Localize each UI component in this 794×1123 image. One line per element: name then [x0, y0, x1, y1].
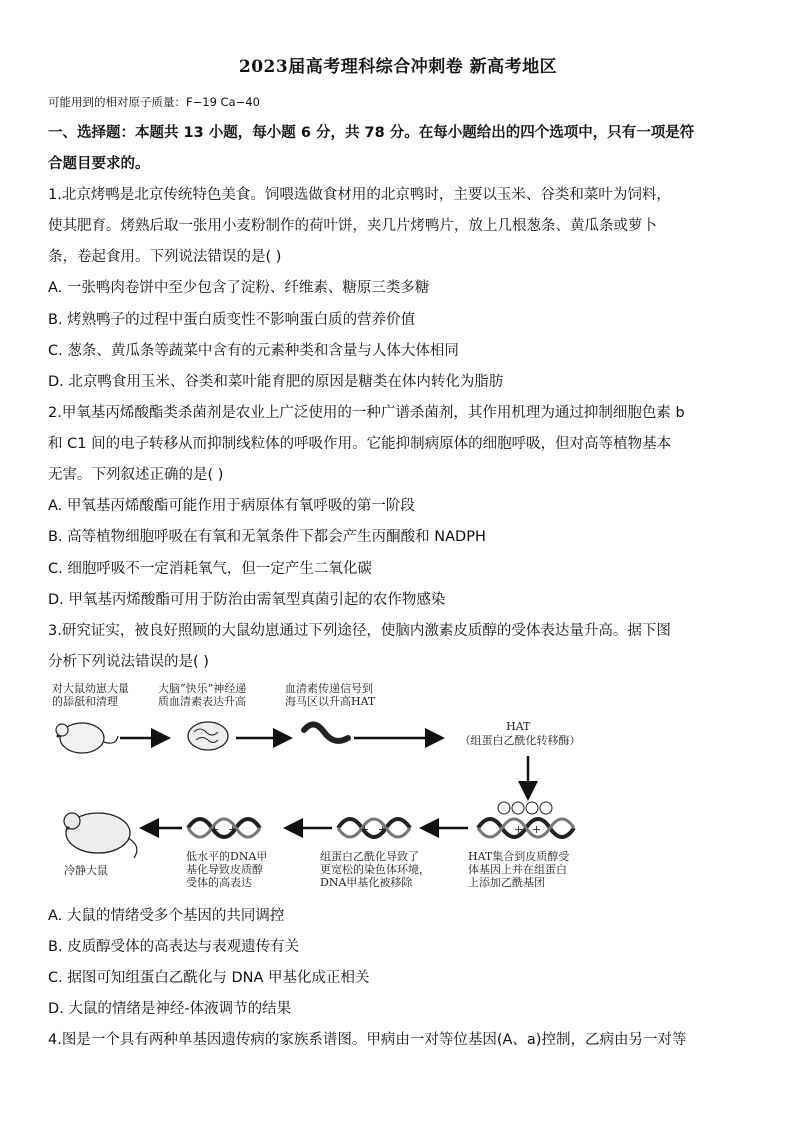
q2-stem-line: 和 C1 间的电子转移从而抑制线粒体的呼吸作用。它能抑制病原体的细胞呼吸，但对高等植物基本	[48, 436, 672, 452]
fig-label-hat: HAT （组蛋白乙酰化转移酶）	[459, 720, 581, 747]
q3-figure	[48, 678, 748, 898]
plus-marker: +	[378, 823, 388, 836]
dna-acetylation-icon	[478, 802, 574, 837]
q3-option-b: B. 皮质醇受体的高表达与表观遗传有关	[48, 939, 300, 955]
fig-label-acetylation: 组蛋白乙酰化导致了 更宽松的染色体环境， DNA甲基化被移除	[320, 850, 430, 889]
dna-loose-icon	[338, 819, 410, 837]
q1-option-c: C. 葱条、黄瓜条等蔬菜中含有的元素种类和含量与人体大体相同	[48, 343, 459, 359]
q1-option-b: B. 烤熟鸭子的过程中蛋白质变性不影响蛋白质的营养价值	[48, 312, 416, 328]
fig-label-serotonin: 大脑“快乐”神经递 质血清素表达升高	[158, 682, 247, 708]
plus-marker: +	[514, 823, 524, 836]
plus-marker: +	[360, 823, 370, 836]
brain-icon	[188, 722, 228, 750]
calm-rat-label: 冷静大鼠	[64, 864, 108, 877]
q2-stem-line: 2.甲氧基丙烯酸酯类杀菌剂是农业上广泛使用的一种广谱杀菌剂，其作用机理为通过抑制细胞色素 b	[48, 405, 685, 421]
q3-stem-line: 3.研究证实，被良好照顾的大鼠幼崽通过下列途径，使脑内激素皮质醇的受体表达量升高。据下图	[48, 623, 671, 639]
calm-rat-icon	[64, 813, 137, 858]
dna-low-methylation-icon	[188, 819, 260, 837]
plus-marker: +	[228, 823, 238, 836]
q2-stem-line: 无害。下列叙述正确的是( )	[48, 467, 224, 483]
q1-stem-line: 使其肥育。烤熟后取一张用小麦粉制作的荷叶饼，夹几片烤鸭片，放上几根葱条、黄瓜条或萝卜	[48, 218, 657, 234]
q2-option-d: D. 甲氧基丙烯酸酯可用于防治由需氧型真菌引起的农作物感染	[48, 592, 446, 608]
section-heading-line1: 一、选择题：本题共 13 小题，每小题 6 分，共 78 分。在每小题给出的四个选项中，只有一项是符	[48, 125, 695, 141]
fig-label-low-methylation: 低水平的DNA甲 基化导致皮质醇 受体的高表达	[186, 850, 268, 889]
atomic-mass-note: 可能用到的相对原子质量：F−19 Ca−40	[48, 95, 260, 109]
q1-stem-line: 1.北京烤鸭是北京传统特色美食。饲喂选做食材用的北京鸭时，主要以玉米、谷类和菜叶为饲料，	[48, 187, 671, 203]
page-title: 2023届高考理科综合冲刺卷 新高考地区	[238, 57, 558, 77]
q1-option-a: A. 一张鸭肉卷饼中至少包含了淀粉、纤维素、糖原三类多糖	[48, 280, 430, 296]
q3-option-c: C. 据图可知组蛋白乙酰化与 DNA 甲基化成正相关	[48, 970, 370, 986]
fig-label-hat-binding: HAT集合到皮质醇受 体基因上并在组蛋白 上添加乙酰基团	[468, 850, 570, 889]
q1-option-d: D. 北京鸭食用玉米、谷类和菜叶能育肥的原因是糖类在体内转化为脂肪	[48, 374, 504, 390]
q2-option-c: C. 细胞呼吸不一定消耗氧气，但一定产生二氧化碳	[48, 561, 372, 577]
plus-marker: +	[532, 823, 542, 836]
q3-stem-line: 分析下列说法错误的是( )	[48, 654, 209, 670]
q2-option-a: A. 甲氧基丙烯酸酯可能作用于病原体有氧呼吸的第一阶段	[48, 498, 415, 514]
q1-stem-line: 条，卷起食用。下列说法错误的是( )	[48, 249, 282, 265]
q3-option-d: D. 大鼠的情绪是神经-体液调节的结果	[48, 1001, 292, 1017]
q3-option-a: A. 大鼠的情绪受多个基因的共同调控	[48, 908, 285, 924]
section-heading-line2: 合题目要求的。	[48, 156, 150, 172]
q4-stem-line: 4.图是一个具有两种单基因遗传病的家族系谱图。甲病由一对等位基因(A、a)控制，乙病由另一对等	[48, 1032, 687, 1048]
fig-label-licking: 对大鼠幼崽大量 的舔舐和清理	[52, 682, 129, 708]
hippocampus-icon	[304, 724, 348, 740]
q2-option-b: B. 高等植物细胞呼吸在有氧和无氧条件下都会产生丙酮酸和 NADPH	[48, 529, 486, 545]
rat-pup-icon	[56, 723, 118, 753]
fig-label-hippocampus: 血清素传递信号到 海马区以升高HAT	[285, 682, 376, 708]
plus-marker: +	[210, 823, 220, 836]
